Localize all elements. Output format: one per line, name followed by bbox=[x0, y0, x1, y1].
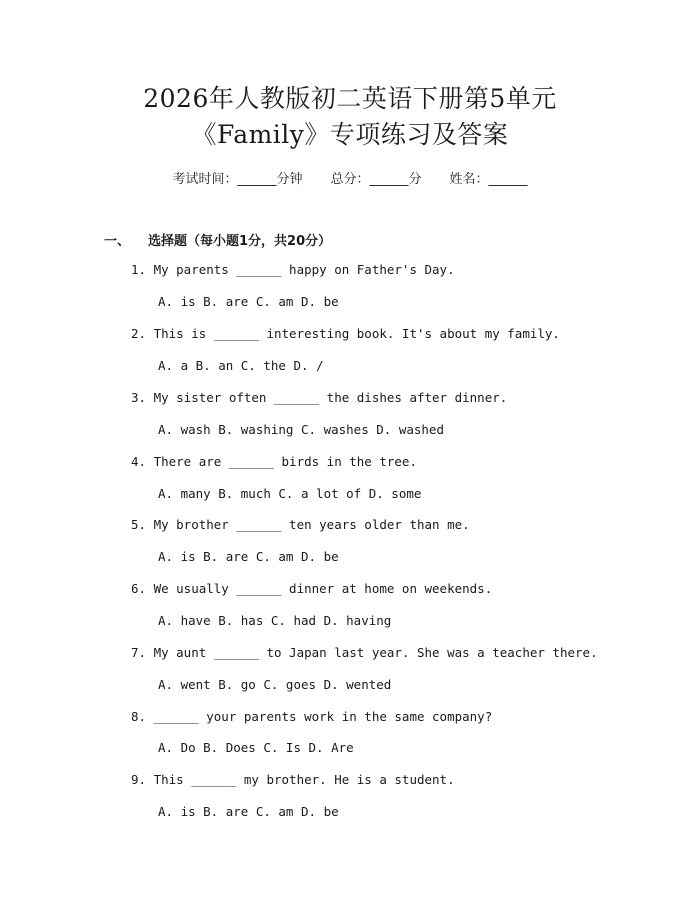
name-field: 姓名：______ bbox=[449, 172, 528, 187]
section-heading bbox=[104, 230, 331, 249]
question-3-options: A. wash B. washing C. washes D. washed bbox=[158, 422, 444, 437]
question-4: 4. There are ______ birds in the tree. bbox=[131, 454, 417, 469]
question-7: 7. My aunt ______ to Japan last year. She was a teacher there. bbox=[131, 645, 598, 660]
question-7-options: A. went B. go C. goes D. wented bbox=[158, 677, 392, 692]
document-title-line-2: 《Family》专项练习及答案 bbox=[191, 120, 509, 149]
question-1: 1. My parents ______ happy on Father's Day. bbox=[131, 262, 455, 277]
question-9: 9. This ______ my brother. He is a student. bbox=[131, 772, 455, 787]
question-6-options: A. have B. has C. had D. having bbox=[158, 613, 392, 628]
question-4-options: A. many B. much C. a lot of D. some bbox=[158, 486, 422, 501]
question-8: 8. ______ your parents work in the same company? bbox=[131, 709, 493, 724]
question-8-options: A. Do B. Does C. Is D. Are bbox=[158, 740, 354, 755]
question-6: 6. We usually ______ dinner at home on weekends. bbox=[131, 581, 493, 596]
exam-info bbox=[0, 168, 700, 187]
question-9-options: A. is B. are C. am D. be bbox=[158, 804, 339, 819]
section-title: 选择题（每小题1分，共20分） bbox=[148, 234, 332, 249]
section-number: 一、 bbox=[104, 234, 131, 249]
question-2: 2. This is ______ interesting book. It's about my family. bbox=[131, 326, 560, 341]
question-3: 3. My sister often ______ the dishes after dinner. bbox=[131, 390, 508, 405]
question-2-options: A. a B. an C. the D. / bbox=[158, 358, 324, 373]
document-title-line-1: 2026年人教版初二英语下册第5单元 bbox=[143, 84, 557, 113]
question-5-options: A. is B. are C. am D. be bbox=[158, 549, 339, 564]
total-score-field: 总分：______分 bbox=[330, 172, 422, 187]
question-5: 5. My brother ______ ten years older than me. bbox=[131, 517, 470, 532]
exam-time-field: 考试时间：______分钟 bbox=[172, 172, 303, 187]
question-1-options: A. is B. are C. am D. be bbox=[158, 294, 339, 309]
